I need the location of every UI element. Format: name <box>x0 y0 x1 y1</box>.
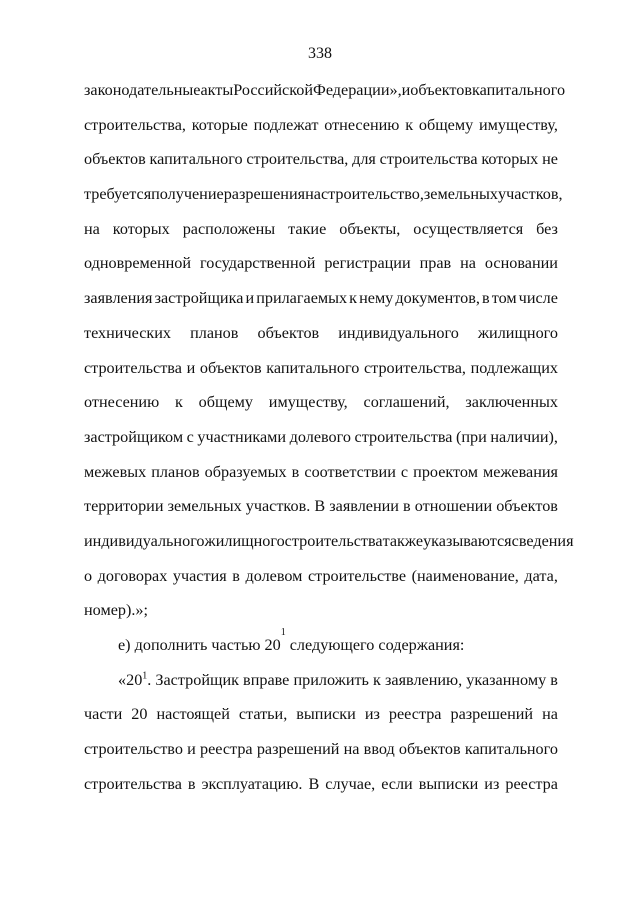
item-e-superscript: 1 <box>280 627 286 638</box>
word: жилищного <box>477 323 558 342</box>
word: соглашений, <box>363 393 450 412</box>
word: такие <box>288 219 327 238</box>
word: земельных <box>423 185 499 204</box>
word: Федерации», <box>313 81 402 99</box>
word: без <box>536 219 558 238</box>
word: строительства, <box>364 358 466 377</box>
word: том <box>491 289 517 308</box>
word: застройщика <box>154 289 244 308</box>
word: части <box>84 705 123 724</box>
item-e-text-after: следующего содержания: <box>285 636 465 654</box>
text-line <box>84 286 558 321</box>
word: выписки <box>418 774 479 793</box>
word: реестра <box>200 740 253 759</box>
word: требуется <box>84 185 152 204</box>
word: разрешения <box>223 185 306 204</box>
word: на <box>305 185 321 204</box>
word: заключенных <box>465 393 558 412</box>
word: планов <box>151 462 200 481</box>
word: одновременной <box>84 254 192 273</box>
word: строительство, <box>320 185 424 204</box>
word: случае, <box>325 774 376 793</box>
text-line <box>84 564 558 599</box>
word: жилищного <box>204 531 285 550</box>
text-line <box>84 251 558 286</box>
word: строительство <box>84 740 183 759</box>
word: планов <box>190 323 239 342</box>
text-line <box>84 182 563 217</box>
page-number: 338 <box>308 45 332 62</box>
word: участков, <box>498 185 563 204</box>
text-line <box>84 737 558 772</box>
word: прав <box>419 254 452 273</box>
word: строительства, <box>84 115 186 134</box>
word: строительства <box>284 531 383 550</box>
item-20-1-number: «20 <box>118 670 143 689</box>
item-20-1-paragraph <box>84 702 558 806</box>
word: капитального <box>149 150 243 169</box>
word: и <box>187 740 196 759</box>
word: на <box>84 219 100 238</box>
word: эксплуатацию. <box>201 774 303 793</box>
text-line <box>84 494 558 529</box>
word: с <box>400 462 409 481</box>
body-text <box>84 78 574 806</box>
word: межевания <box>483 462 558 481</box>
word: В <box>314 497 326 516</box>
word: долевом <box>245 566 303 585</box>
word: участниками <box>197 427 287 446</box>
text-line <box>84 356 558 391</box>
word: капитального <box>472 81 566 99</box>
word: на <box>542 705 558 724</box>
word: осуществляется <box>413 219 524 238</box>
word: числе <box>518 289 558 308</box>
word: межевых <box>84 462 147 481</box>
main-paragraph <box>84 78 574 598</box>
word: основании <box>484 254 558 273</box>
word: получение <box>151 185 224 204</box>
word: индивидуального <box>84 531 205 550</box>
word: общему <box>418 115 474 134</box>
word: дата, <box>524 566 558 585</box>
word: технических <box>84 323 172 342</box>
word: отношении <box>414 497 493 516</box>
word: проектом <box>413 462 478 481</box>
word: объектов <box>199 358 262 377</box>
item-20-1-open <box>118 668 239 703</box>
text-line <box>84 321 558 356</box>
text-line <box>84 425 558 460</box>
word: строительства <box>379 150 478 169</box>
word: отнесению <box>84 393 160 412</box>
word: имуществу, <box>268 393 348 412</box>
word: заявлению, <box>384 670 463 689</box>
word: подлежат <box>253 115 319 134</box>
word: капитального <box>464 740 558 759</box>
word: прилагаемых <box>256 289 348 308</box>
word: из <box>484 774 500 793</box>
word: указанному <box>466 670 547 689</box>
word: строительстве <box>307 566 407 585</box>
word: объектов <box>257 323 320 342</box>
word: застройщиком <box>84 427 184 446</box>
word: в <box>403 497 411 516</box>
word: общему <box>198 393 253 412</box>
word: соответствии <box>304 462 396 481</box>
word: 20 <box>131 705 148 724</box>
word: имуществу, <box>479 115 558 134</box>
word: которых <box>112 219 170 238</box>
word: приложить <box>293 670 369 689</box>
word: подлежащих <box>470 358 558 377</box>
word: (при <box>455 427 487 446</box>
word: акты <box>200 81 234 99</box>
word: земельных <box>167 497 242 516</box>
text-line <box>84 78 566 113</box>
word: и <box>245 289 255 308</box>
word: строительства <box>84 774 182 793</box>
word: заявления <box>84 289 153 308</box>
word: объекты, <box>339 219 401 238</box>
word: заявлении <box>329 497 399 516</box>
word: договорах <box>97 566 168 585</box>
word: с <box>186 427 194 446</box>
word: капитального <box>266 358 360 377</box>
word: В <box>308 774 320 793</box>
word: участков. <box>245 497 311 516</box>
word: и <box>401 81 411 99</box>
word: в <box>291 462 300 481</box>
word: выписки <box>296 705 356 724</box>
word: в <box>550 670 558 689</box>
word: расположены <box>182 219 276 238</box>
word: реестра <box>505 774 558 793</box>
word: для <box>352 150 376 169</box>
item-20-1-superscript: 1 <box>142 670 148 682</box>
word: строительства <box>84 358 182 377</box>
word: к <box>405 115 414 134</box>
word: и <box>186 358 196 377</box>
text-line <box>84 113 558 148</box>
word: в <box>187 774 196 793</box>
word: ввод <box>363 740 395 759</box>
word: объектов <box>84 150 146 169</box>
word: сведения <box>511 531 574 550</box>
word: отнесению <box>324 115 400 134</box>
word: нему <box>359 289 394 308</box>
text-line <box>84 529 574 564</box>
item-e-text-before: е) дополнить частью 20 <box>118 636 281 654</box>
text-fragment: . Застройщик <box>147 670 239 689</box>
text-line <box>84 772 558 807</box>
text-fragment: номер).»; <box>84 601 148 620</box>
word: разрешений <box>450 705 534 724</box>
word: к <box>349 289 358 308</box>
word: строительства <box>354 427 453 446</box>
word: из <box>364 705 380 724</box>
word: разрешений <box>256 740 340 759</box>
word: участия <box>172 566 227 585</box>
text-line <box>84 217 558 252</box>
text-line <box>84 460 558 495</box>
word: объектов <box>398 740 461 759</box>
word: объектов <box>496 497 558 516</box>
word: на <box>343 740 360 759</box>
word: долевого <box>289 427 351 446</box>
word: в <box>482 289 490 308</box>
text-line <box>84 390 558 425</box>
word: законодательные <box>84 81 201 99</box>
word: к <box>175 393 183 412</box>
word: образуемых <box>204 462 287 481</box>
word: в <box>232 566 240 585</box>
word: территории <box>84 497 164 516</box>
word: государственной <box>200 254 316 273</box>
word: (наименование, <box>411 566 519 585</box>
word: наличии), <box>490 427 558 446</box>
word: объектов <box>410 81 473 99</box>
word: также <box>382 531 424 550</box>
word: настоящей <box>156 705 230 724</box>
word: которых <box>481 150 539 169</box>
word: Российской <box>233 81 314 99</box>
word: строительства, <box>246 150 349 169</box>
item-e-line <box>84 627 558 668</box>
word: регистрации <box>324 254 411 273</box>
word: указываются <box>423 531 512 550</box>
word: которые <box>191 115 248 134</box>
item-20-1-first-line <box>84 668 558 703</box>
paragraph-end-line <box>84 598 558 633</box>
text-line <box>84 702 558 737</box>
word: о <box>84 566 93 585</box>
word: документов, <box>395 289 480 308</box>
word: к <box>373 670 381 689</box>
word: не <box>542 150 558 169</box>
word: статьи, <box>238 705 288 724</box>
word: вправе <box>243 670 290 689</box>
word: реестра <box>388 705 442 724</box>
word: если <box>381 774 413 793</box>
word: на <box>460 254 476 273</box>
word: индивидуального <box>338 323 459 342</box>
text-line <box>84 147 558 182</box>
